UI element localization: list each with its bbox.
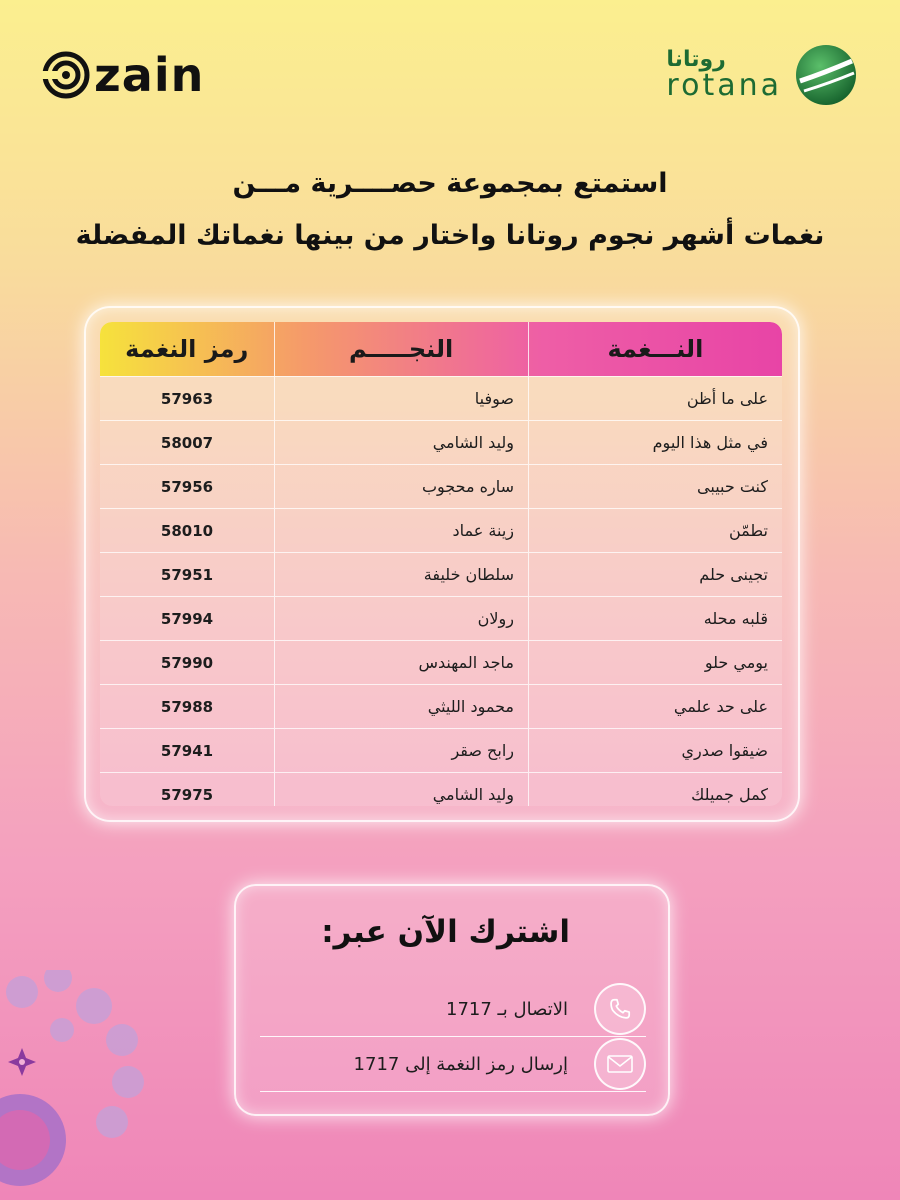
tone-name: تجينى حلم [528, 553, 782, 596]
ringtone-table-card [84, 306, 800, 822]
ringtone-table [100, 322, 782, 806]
zain-wordmark: zain [94, 48, 205, 102]
artist-name: صوفيا [274, 377, 528, 420]
artist-name: رابح صقر [274, 729, 528, 772]
headline [0, 160, 900, 260]
zain-swirl-icon [42, 51, 90, 99]
tone-code: 57956 [160, 477, 214, 496]
tone-name: في مثل هذا اليوم [528, 421, 782, 464]
tone-code: 57975 [160, 785, 214, 804]
tone-code: 58010 [160, 521, 214, 540]
table-row [100, 684, 782, 728]
tone-name: يومي حلو [528, 641, 782, 684]
tone-code: 57990 [160, 653, 214, 672]
headline-line-2: نغمات أشهر نجوم روتانا واختار من بينها نغماتك المفضلة [75, 220, 825, 251]
table-row [100, 508, 782, 552]
header-artist: النجـــــم [274, 322, 528, 376]
artist-name: محمود الليثي [274, 685, 528, 728]
artist-name: ماجد المهندس [274, 641, 528, 684]
tone-name: ضيقوا صدري [528, 729, 782, 772]
sms-option[interactable] [260, 1037, 646, 1092]
rotana-arabic-wordmark: روتانا [666, 47, 726, 72]
artist-name: وليد الشامي [274, 773, 528, 806]
tone-name: قلبه محله [528, 597, 782, 640]
tone-name: كنت حبيبى [528, 465, 782, 508]
artist-name: ساره محجوب [274, 465, 528, 508]
artist-name: سلطان خليفة [274, 553, 528, 596]
call-text: الاتصال بـ 1717 [446, 998, 568, 1020]
header-code: رمز النغمة [125, 335, 249, 363]
tone-name: على ما أظن [528, 377, 782, 420]
decorative-flower-pattern [0, 970, 150, 1200]
tone-code: 57941 [160, 741, 214, 760]
zain-logo [42, 50, 204, 100]
tone-name: على حد علمي [528, 685, 782, 728]
envelope-icon [594, 1038, 646, 1090]
table-row [100, 772, 782, 806]
table-row [100, 464, 782, 508]
rotana-english-wordmark: rotana [666, 68, 782, 103]
tone-code: 57951 [160, 565, 214, 584]
table-row [100, 376, 782, 420]
sms-text: إرسال رمز النغمة إلى 1717 [353, 1053, 568, 1075]
subscribe-card [234, 884, 670, 1116]
artist-name: زينة عماد [274, 509, 528, 552]
tone-code: 57994 [160, 609, 214, 628]
table-row [100, 596, 782, 640]
tone-code: 57988 [160, 697, 214, 716]
tone-name: كمل جميلك [528, 773, 782, 806]
rotana-globe-icon [794, 43, 858, 107]
table-row [100, 640, 782, 684]
tone-code: 58007 [160, 433, 214, 452]
header-tone: النـــغمة [528, 322, 782, 376]
table-row [100, 420, 782, 464]
artist-name: رولان [274, 597, 528, 640]
table-row [100, 552, 782, 596]
headline-line-1: استمتع بمجموعة حصــــرية مـــن [232, 168, 668, 199]
call-option[interactable] [260, 982, 646, 1037]
tone-name: تطمّن [528, 509, 782, 552]
table-row [100, 728, 782, 772]
table-header [100, 322, 782, 376]
artist-name: وليد الشامي [274, 421, 528, 464]
tone-code: 57963 [160, 389, 214, 408]
subscribe-title: اشترك الآن عبر: [321, 914, 570, 950]
rotana-logo [666, 42, 858, 108]
phone-icon [594, 983, 646, 1035]
